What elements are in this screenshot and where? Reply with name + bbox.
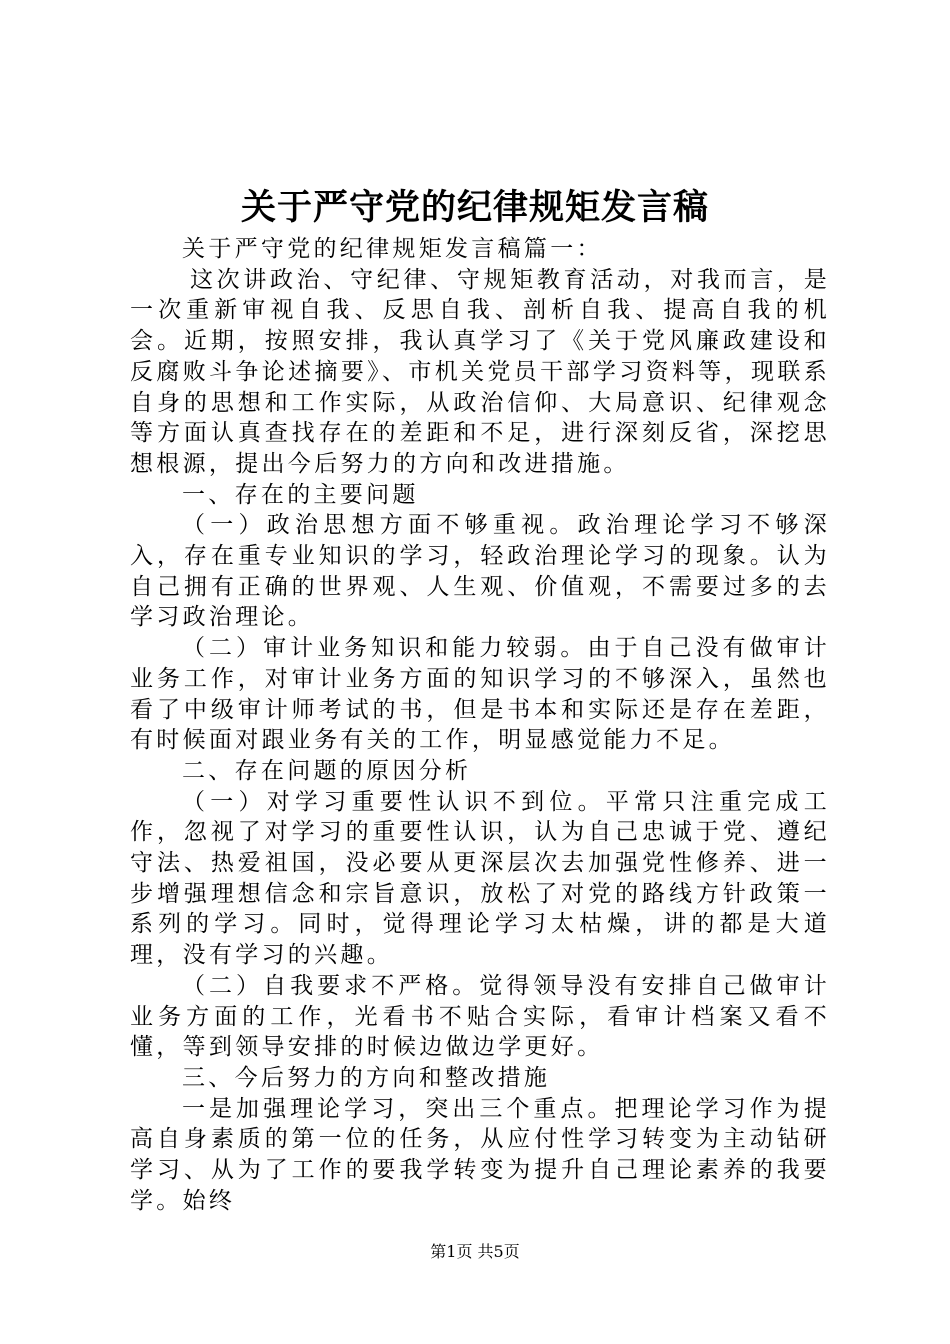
paragraph: （二）审计业务知识和能力较弱。由于自己没有做审计业务工作，对审计业务方面的知识学习的不够深入，虽然也看了中级审计师考试的书，但是书本和实际还是存在差距，有时候面对跟业务有关的工作，明显感觉能力不足。 [130, 635, 830, 754]
document-body [130, 234, 830, 1217]
paragraph: 一是加强理论学习，突出三个重点。把理论学习作为提高自身素质的第一位的任务，从应付性学习转变为主动钻研学习、从为了工作的要我学转变为提升自己理论素养的我要学。始终 [130, 1095, 830, 1214]
section-heading: 二、存在问题的原因分析 [182, 757, 472, 784]
section-heading-intro: 关于严守党的纪律规矩发言稿篇一： [182, 236, 603, 262]
page-footer: 第1页 共5页 [430, 1242, 520, 1261]
section-heading: 一、存在的主要问题 [182, 481, 419, 508]
paragraph: 这次讲政治、守纪律、守规矩教育活动，对我而言，是一次重新审视自我、反思自我、剖析自我、提高自我的机会。近期，按照安排，我认真学习了《关于党风廉政建设和反腐败斗争论述摘要》、市机关党员干部学习资料等，现联系自身的思想和工作实际，从政治信仰、大局意识、纪律观念等方面认真查找存在的差距和不足，进行深刻反省，深挖思想根源，提出今后努力的方向和改进措施。 [130, 266, 830, 477]
section-heading: 三、今后努力的方向和整改措施 [182, 1064, 551, 1091]
paragraph: （一）对学习重要性认识不到位。平常只注重完成工作，忽视了对学习的重要性认识，认为自己忠诚于党、遵纪守法、热爱祖国，没必要从更深层次去加强党性修养、进一步增强理想信念和宗旨意识，放松了对党的路线方针政策一系列的学习。同时，觉得理论学习太枯燥，讲的都是大道理，没有学习的兴趣。 [130, 788, 830, 969]
document-title: 关于严守党的纪律规矩发言稿 [240, 187, 709, 228]
paragraph: （二）自我要求不严格。觉得领导没有安排自己做审计业务方面的工作，光看书不贴合实际，看审计档案又看不懂，等到领导安排的时候边做边学更好。 [130, 972, 830, 1061]
paragraph: （一）政治思想方面不够重视。政治理论学习不够深入，存在重专业知识的学习，轻政治理论学习的现象。认为自己拥有正确的世界观、人生观、价值观，不需要过多的去学习政治理论。 [130, 512, 830, 631]
